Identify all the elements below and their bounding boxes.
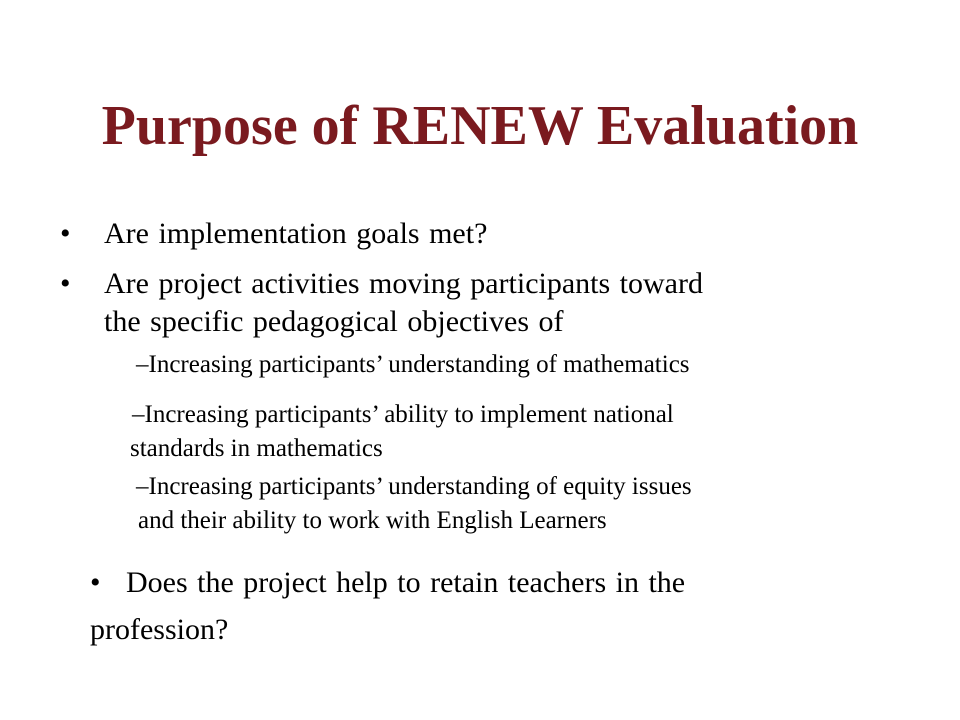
bullet-marker: • [60,267,71,300]
bullet-project-activities-line1: Are project activities moving participants toward [104,267,703,300]
sub-item-understanding-math: –Increasing participants’ understanding of mathematics [136,351,690,378]
sub-item-national-standards-line2: standards in mathematics [130,435,383,462]
sub-item-equity-issues-line1: –Increasing participants’ understanding of equity issues [136,473,692,500]
bullet-implementation-goals: Are implementation goals met? [104,217,488,250]
bullet-retain-teachers-line2: profession? [90,613,229,646]
bullet-marker: • [90,566,101,599]
bullet-retain-teachers-line1: Does the project help to retain teachers in the [126,566,686,599]
bullet-project-activities-line2: the specific pedagogical objectives of [104,305,564,338]
sub-item-equity-issues-line2: and their ability to work with English Learners [138,507,607,534]
sub-item-national-standards-line1: –Increasing participants’ ability to implement national [132,401,674,428]
slide-title: Purpose of RENEW Evaluation [101,95,859,157]
bullet-marker: • [60,217,71,250]
